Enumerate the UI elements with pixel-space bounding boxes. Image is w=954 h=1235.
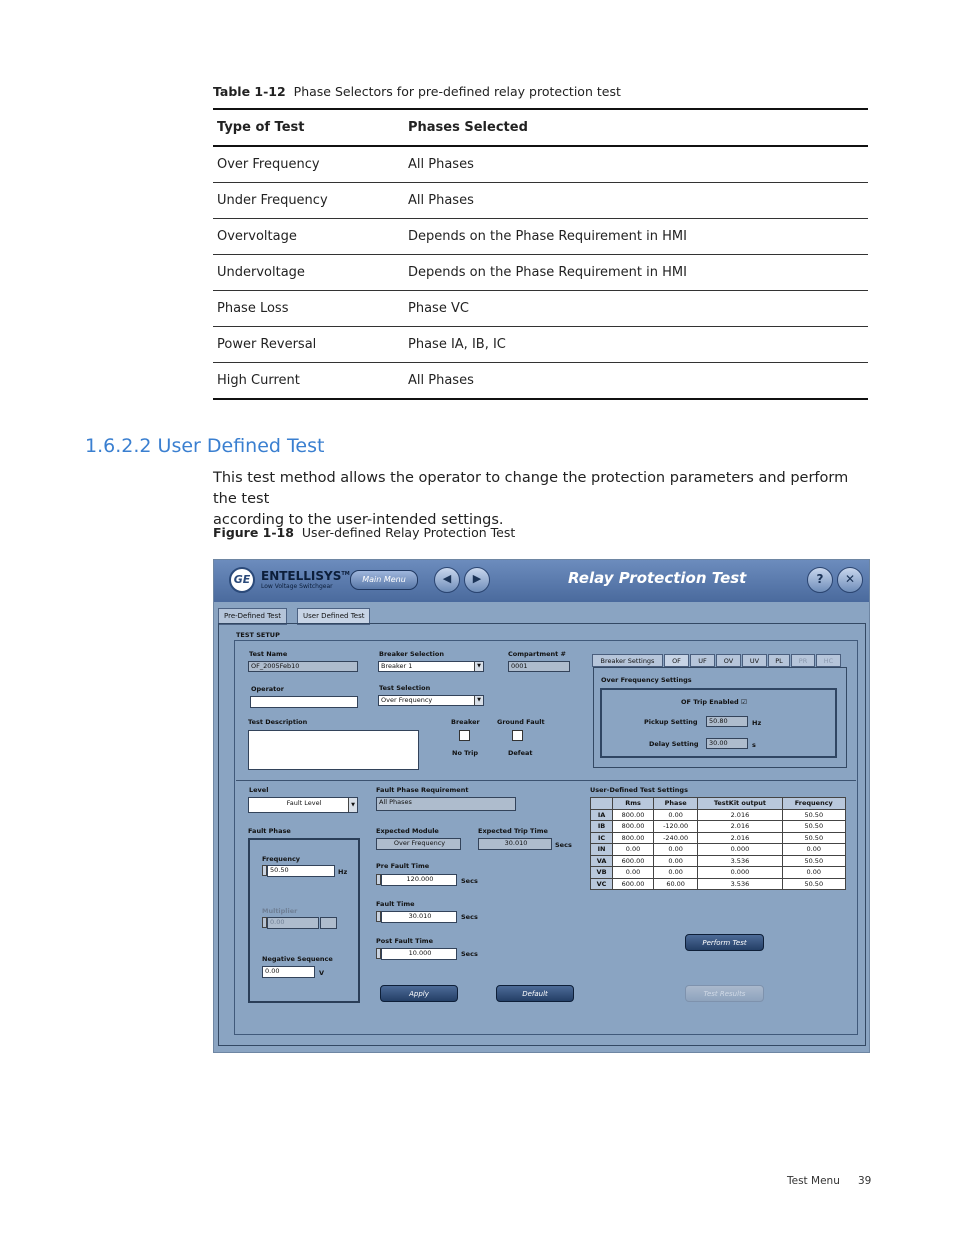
operator-label: Operator	[251, 685, 284, 693]
phases-cell: All Phases	[404, 183, 868, 219]
user-settings-cell[interactable]: 0.000	[698, 867, 782, 879]
user-settings-cell[interactable]: 0.00	[782, 844, 845, 856]
user-settings-header: TestKit output	[698, 798, 782, 810]
phase-selectors-table	[213, 108, 868, 400]
tab-uf[interactable]: UF	[690, 654, 715, 667]
user-settings-row	[591, 809, 846, 821]
user-settings-cell[interactable]: 0.00	[782, 867, 845, 879]
table-row	[213, 219, 868, 255]
user-settings-cell[interactable]: 0.00	[653, 867, 697, 879]
body-paragraph	[213, 468, 873, 531]
figure-caption	[213, 525, 515, 540]
test-selection-label: Test Selection	[379, 684, 431, 692]
of-trip-enabled-text: OF Trip Enabled	[681, 698, 739, 706]
user-settings-cell[interactable]: 0.00	[653, 809, 697, 821]
user-settings-row	[591, 832, 846, 844]
section-number: 1.6.2.2	[85, 435, 152, 457]
brand-text: ENTELLISYS	[261, 569, 342, 583]
test-selection-value: Over Frequency	[381, 696, 433, 704]
user-settings-cell[interactable]: 0.000	[698, 844, 782, 856]
table-caption-text: Phase Selectors for pre-defined relay protection test	[293, 84, 621, 99]
user-settings-cell[interactable]: 60.00	[653, 878, 697, 890]
level-dropdown[interactable]	[248, 797, 358, 813]
user-settings-cell[interactable]: 600.00	[613, 855, 654, 867]
default-button[interactable]: Default	[496, 985, 574, 1002]
relay-protection-test-window	[213, 559, 870, 1053]
tab-uv[interactable]: UV	[742, 654, 767, 667]
apply-button[interactable]: Apply	[380, 985, 458, 1002]
frequency-label: Frequency	[262, 855, 301, 863]
tab-user-defined-test[interactable]: User Defined Test	[297, 608, 370, 625]
user-settings-cell[interactable]: 0.00	[613, 867, 654, 879]
brand-subtitle: Low Voltage Switchgear	[261, 583, 333, 590]
frequency-field[interactable]: 50.50	[267, 865, 335, 877]
user-settings-row-label: IA	[591, 809, 613, 821]
user-settings-cell[interactable]: 0.00	[653, 855, 697, 867]
figure-caption-number: Figure 1-18	[213, 525, 294, 540]
test-type-cell: Under Frequency	[213, 183, 404, 219]
fault-time-field[interactable]: 30.010	[381, 911, 457, 923]
user-settings-cell[interactable]: 800.00	[613, 821, 654, 833]
pickup-unit: Hz	[752, 719, 762, 727]
table-row	[213, 146, 868, 183]
delay-setting-label: Delay Setting	[649, 740, 699, 748]
column-header-phases: Phases Selected	[404, 110, 868, 146]
expected-trip-time-label: Expected Trip Time	[478, 827, 548, 835]
phases-cell: Phase IA, IB, IC	[404, 327, 868, 363]
body-line: This test method allows the operator to change the protection parameters and perform the test	[213, 470, 849, 507]
breaker-selection-dropdown[interactable]	[378, 661, 484, 672]
user-settings-cell[interactable]: -240.00	[653, 832, 697, 844]
user-settings-header	[591, 798, 613, 810]
test-description-field[interactable]	[248, 730, 419, 770]
user-settings-cell[interactable]: 50.50	[782, 821, 845, 833]
section-divider	[236, 780, 856, 781]
pickup-setting-field[interactable]: 50.80	[706, 716, 748, 727]
user-settings-cell[interactable]: 0.00	[613, 844, 654, 856]
table-caption-number: Table 1-12	[213, 84, 286, 99]
pickup-setting-label: Pickup Setting	[644, 718, 698, 726]
operator-field[interactable]	[250, 696, 358, 708]
back-arrow-icon[interactable]: ◀	[434, 567, 460, 593]
expected-module-label: Expected Module	[376, 827, 439, 835]
user-settings-cell[interactable]: 50.50	[782, 809, 845, 821]
user-settings-header: Phase	[653, 798, 697, 810]
user-settings-cell[interactable]: 2.016	[698, 832, 782, 844]
tab-ov[interactable]: OV	[716, 654, 741, 667]
section-heading	[85, 435, 324, 457]
negative-sequence-label: Negative Sequence	[262, 955, 333, 963]
user-settings-table	[590, 797, 846, 890]
test-results-button[interactable]: Test Results	[685, 985, 764, 1002]
pre-fault-time-unit: Secs	[461, 877, 478, 885]
test-selection-dropdown[interactable]	[378, 695, 484, 706]
phases-cell: All Phases	[404, 363, 868, 399]
no-trip-label: No Trip	[452, 749, 478, 757]
brand-name	[261, 569, 350, 583]
table-row	[213, 327, 868, 363]
close-icon[interactable]: ✕	[837, 567, 863, 593]
table-row	[213, 291, 868, 327]
phases-cell: All Phases	[408, 157, 474, 172]
user-settings-cell[interactable]: 50.50	[782, 832, 845, 844]
user-settings-row-label: VA	[591, 855, 613, 867]
fault-phase-label: Fault Phase	[248, 827, 291, 835]
chevron-down-icon: ▼	[474, 696, 483, 705]
page-number: 39	[858, 1175, 872, 1187]
fault-phase-requirement-label: Fault Phase Requirement	[376, 786, 469, 794]
multiplier-unit-box	[320, 917, 337, 929]
user-settings-cell[interactable]: 50.50	[782, 855, 845, 867]
user-settings-row-label: IC	[591, 832, 613, 844]
multiplier-field[interactable]: 0.00	[267, 917, 319, 929]
user-settings-cell[interactable]: 600.00	[613, 878, 654, 890]
user-settings-row	[591, 878, 846, 890]
user-settings-cell[interactable]: 0.00	[653, 844, 697, 856]
figure-caption-text: User-defined Relay Protection Test	[301, 525, 516, 540]
tab-pl[interactable]: PL	[768, 654, 790, 667]
breaker-label: Breaker	[451, 718, 480, 726]
user-settings-row	[591, 821, 846, 833]
chevron-down-icon: ▼	[474, 662, 483, 671]
test-name-field[interactable]: OF_2005Feb10	[248, 661, 358, 672]
table-row	[213, 363, 868, 399]
fault-time-label: Fault Time	[376, 900, 415, 908]
post-fault-time-unit: Secs	[461, 950, 478, 958]
post-fault-time-field[interactable]: 10.000	[381, 948, 457, 960]
user-settings-title: User-Defined Test Settings	[590, 786, 688, 794]
breaker-selection-label: Breaker Selection	[379, 650, 444, 658]
of-trip-enabled-label	[681, 698, 747, 706]
section-title: User Defined Test	[157, 435, 325, 457]
phases-cell: Depends on the Phase Requirement in HMI	[404, 255, 868, 291]
tab-pre-defined-test[interactable]: Pre-Defined Test	[218, 608, 287, 625]
defeat-label: Defeat	[508, 749, 533, 757]
table-row	[213, 183, 868, 219]
pre-fault-time-label: Pre Fault Time	[376, 862, 430, 870]
user-settings-row	[591, 844, 846, 856]
footer-section: Test Menu	[787, 1175, 840, 1187]
user-settings-row-label: IN	[591, 844, 613, 856]
test-name-label: Test Name	[249, 650, 288, 658]
app-title: Relay Protection Test	[568, 569, 747, 587]
test-type-cell: High Current	[213, 363, 404, 399]
main-menu-button[interactable]: Main Menu	[350, 570, 418, 590]
no-trip-checkbox[interactable]	[459, 730, 470, 741]
help-icon[interactable]: ?	[807, 567, 833, 593]
tab-pr[interactable]: PR	[791, 654, 815, 667]
table-row	[213, 255, 868, 291]
fault-time-unit: Secs	[461, 913, 478, 921]
user-settings-cell[interactable]: 2.016	[698, 821, 782, 833]
user-settings-cell[interactable]: -120.00	[653, 821, 697, 833]
phases-cell: Depends on the Phase Requirement in HMI	[404, 219, 868, 255]
user-settings-cell[interactable]: 3.536	[698, 855, 782, 867]
compartment-field[interactable]: 0001	[508, 661, 570, 672]
expected-trip-time-field[interactable]: 30.010	[478, 838, 552, 850]
test-type-cell: Undervoltage	[213, 255, 404, 291]
user-settings-cell[interactable]: 2.016	[698, 809, 782, 821]
level-label: Level	[249, 786, 269, 794]
user-settings-row-label: VC	[591, 878, 613, 890]
fault-phase-requirement-field[interactable]: All Phases	[376, 797, 516, 811]
frequency-unit: Hz	[338, 868, 348, 876]
user-settings-row-label: IB	[591, 821, 613, 833]
tab-breaker-settings[interactable]: Breaker Settings	[592, 654, 663, 667]
tab-of[interactable]: OF	[664, 654, 689, 667]
ground-fault-label: Ground Fault	[497, 718, 545, 726]
user-settings-cell[interactable]: 50.50	[782, 878, 845, 890]
negative-sequence-field[interactable]: 0.00	[262, 966, 315, 978]
delay-unit: s	[752, 741, 756, 749]
user-settings-row	[591, 867, 846, 879]
body-line: according to the user-intended settings.	[213, 512, 504, 528]
delay-setting-field[interactable]: 30.00	[706, 738, 748, 749]
test-description-label: Test Description	[248, 718, 308, 726]
user-settings-cell[interactable]: 800.00	[613, 809, 654, 821]
test-type-cell: Over Frequency	[217, 157, 320, 172]
pre-fault-time-field[interactable]: 120.000	[381, 874, 457, 886]
user-settings-cell[interactable]: 3.536	[698, 878, 782, 890]
test-type-cell: Phase Loss	[213, 291, 404, 327]
expected-trip-time-unit: Secs	[555, 841, 572, 849]
forward-arrow-icon[interactable]: ▶	[464, 567, 490, 593]
test-type-cell: Power Reversal	[213, 327, 404, 363]
test-type-cell: Overvoltage	[213, 219, 404, 255]
breaker-selection-value: Breaker 1	[381, 662, 413, 670]
phases-cell: Phase VC	[404, 291, 868, 327]
column-header-type: Type of Test	[213, 110, 404, 146]
compartment-label: Compartment #	[508, 650, 566, 658]
chevron-down-icon: ▼	[348, 798, 357, 812]
level-value: Fault Level	[286, 799, 322, 807]
user-settings-row	[591, 855, 846, 867]
ge-logo-icon: GE	[229, 567, 255, 593]
brand-trademark: TM	[341, 571, 350, 577]
user-settings-row-label: VB	[591, 867, 613, 879]
multiplier-label: Multiplier	[262, 907, 298, 915]
user-settings-header: Frequency	[782, 798, 845, 810]
user-settings-header: Rms	[613, 798, 654, 810]
test-setup-title: TEST SETUP	[236, 631, 280, 639]
of-trip-enabled-checkbox[interactable]: ☑	[740, 698, 747, 706]
user-settings-cell[interactable]: 800.00	[613, 832, 654, 844]
table-caption	[213, 84, 621, 99]
expected-module-field[interactable]: Over Frequency	[376, 838, 461, 850]
tab-hc[interactable]: HC	[816, 654, 841, 667]
negative-sequence-unit: V	[319, 969, 325, 977]
of-settings-title: Over Frequency Settings	[601, 676, 692, 684]
defeat-checkbox[interactable]	[512, 730, 523, 741]
post-fault-time-label: Post Fault Time	[376, 937, 433, 945]
perform-test-button[interactable]: Perform Test	[685, 934, 764, 951]
